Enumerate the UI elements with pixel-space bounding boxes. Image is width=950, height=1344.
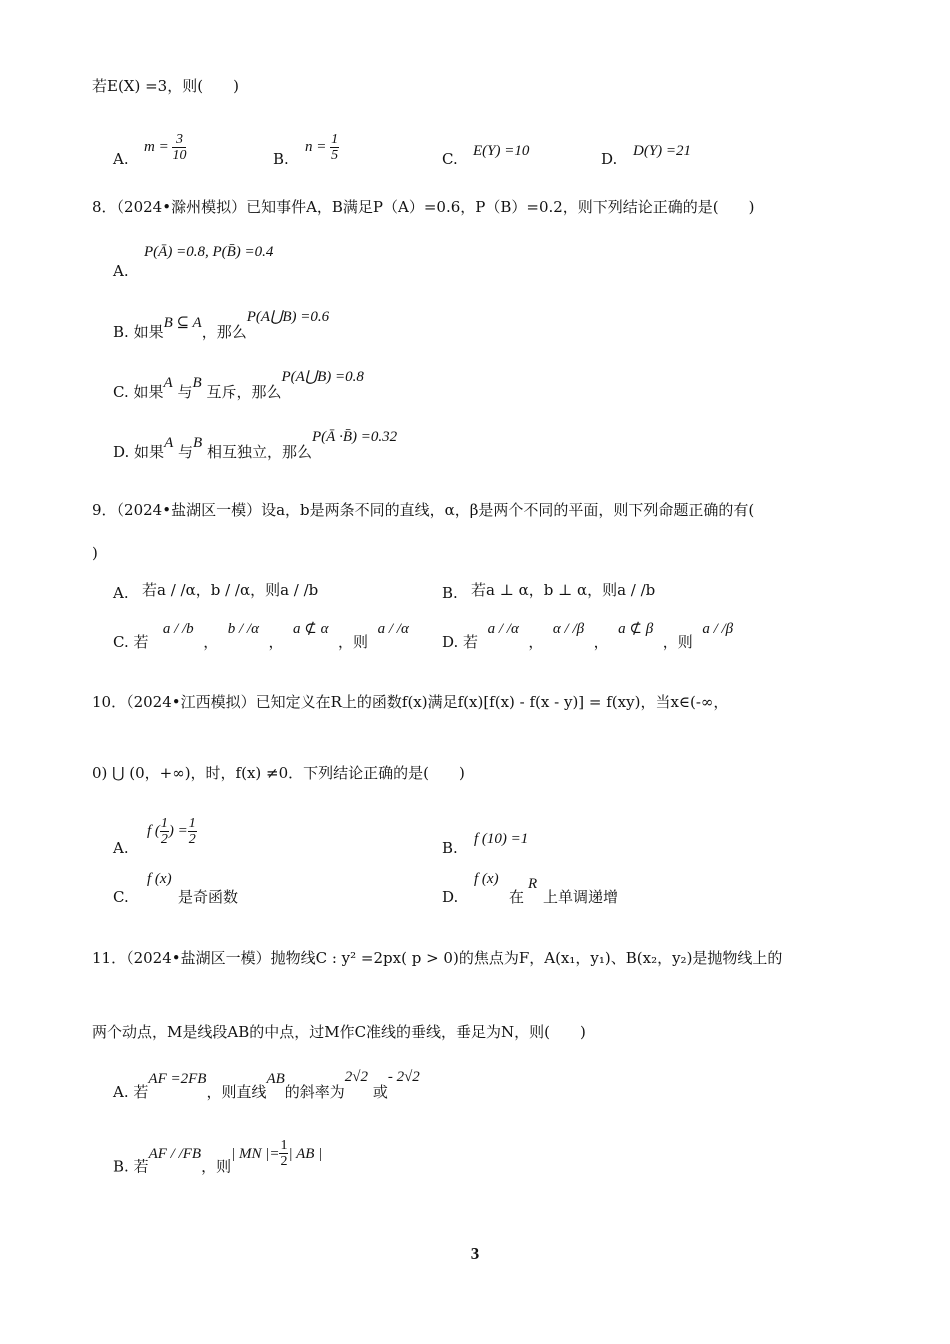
q9-stem-line1: 9．（2024•盐湖区一模）设a，b是两条不同的直线，α，β是两个不同的平面，则下列命题正确的有(	[92, 501, 755, 519]
q10-option-c-text: 是奇函数	[178, 888, 239, 906]
q7-option-d-label: D.	[601, 150, 618, 168]
q11-stem-line2: 两个动点，M是线段AB的中点，过M作C准线的垂线，垂足为N，则( )	[92, 1023, 586, 1041]
q11-option-b: B. 若AF / /FB，则| MN |= $\frac{1}{2}$ | AB |	[113, 1138, 323, 1176]
q10-option-c-func: f (x)	[147, 871, 172, 887]
q9-option-a-label: A.	[113, 584, 129, 602]
q10-option-b: f (10) =1	[474, 831, 529, 847]
q11-option-a: A. 若AF =2FB，则直线AB的斜率为2√2 或- 2√2	[113, 1069, 420, 1101]
q7-option-b: n = $\frac{1}{5}$	[305, 132, 339, 163]
q7-option-a-label: A.	[113, 150, 129, 168]
q10-option-b-label: B.	[442, 839, 458, 857]
q10-option-a: f ( $\frac{1}{2}$ ) = $\frac{1}{2}$	[147, 816, 196, 847]
q8-option-b: B. 如果B ⊆ A，那么P(A⋃B) =0.6	[113, 309, 330, 341]
q8-option-a: P(Ā) =0.8, P(B̄) =0.4	[144, 244, 274, 260]
q9-option-b-label: B.	[442, 584, 458, 602]
q9-option-b: 若a ⊥ α，b ⊥ α，则a / /b	[471, 581, 656, 599]
q8-option-a-label: A.	[113, 262, 129, 280]
q9-option-d: D. 若 a / /α ， α / /β ， a ⊄ β ，则 a / /β	[442, 621, 734, 651]
q10-option-d-func: f (x)	[474, 871, 499, 887]
q7-option-b-label: B.	[273, 150, 289, 168]
q10-option-d-zai: 在	[509, 888, 525, 906]
q10-option-d-r: R	[528, 876, 538, 892]
q9-option-c: C. 若 a / /b ， b / /α ， a ⊄ α ，则 a / /α	[113, 621, 409, 651]
q7-option-a: m = $\frac{3}{10}$	[144, 132, 187, 163]
q10-option-a-label: A.	[113, 839, 129, 857]
q11-stem-line1: 11．（2024•盐湖区一模）抛物线C : y² =2px( p > 0)的焦点为F，A(x₁，y₁)、B(x₂，y₂)是抛物线上的	[92, 949, 783, 967]
q8-stem: 8．（2024•滁州模拟）已知事件A，B满足P（A）=0.6，P（B）=0.2，则下列结论正确的是( )	[92, 198, 755, 216]
q10-option-c-label: C.	[113, 888, 129, 906]
q9-stem-line2: )	[92, 544, 98, 562]
q10-stem-line2: 0) ⋃ (0，+∞)，时，f(x) ≠0．下列结论正确的是( )	[92, 764, 465, 782]
q9-option-a: 若a / /α，b / /α，则a / /b	[142, 581, 319, 599]
q8-option-d: D. 如果A 与B 相互独立，那么P(Ā ·B̄) =0.32	[113, 429, 398, 461]
q7-option-c-label: C.	[442, 150, 458, 168]
q10-option-d-text: 上单调递增	[543, 888, 619, 906]
q7-stem: 若E(X) =3，则( )	[92, 77, 239, 95]
page-number: 3	[470, 1244, 480, 1263]
q10-stem-line1: 10．（2024•江西模拟）已知定义在R上的函数f(x)满足f(x)[f(x) - f(x - y)] = f(xy)，当x∈(-∞，	[92, 693, 729, 711]
q10-option-d-label: D.	[442, 888, 459, 906]
q7-option-d: D(Y) =21	[633, 143, 692, 159]
q8-option-c: C. 如果A 与B 互斥，那么P(A⋃B) =0.8	[113, 369, 364, 401]
q7-option-c: E(Y) =10	[473, 143, 530, 159]
